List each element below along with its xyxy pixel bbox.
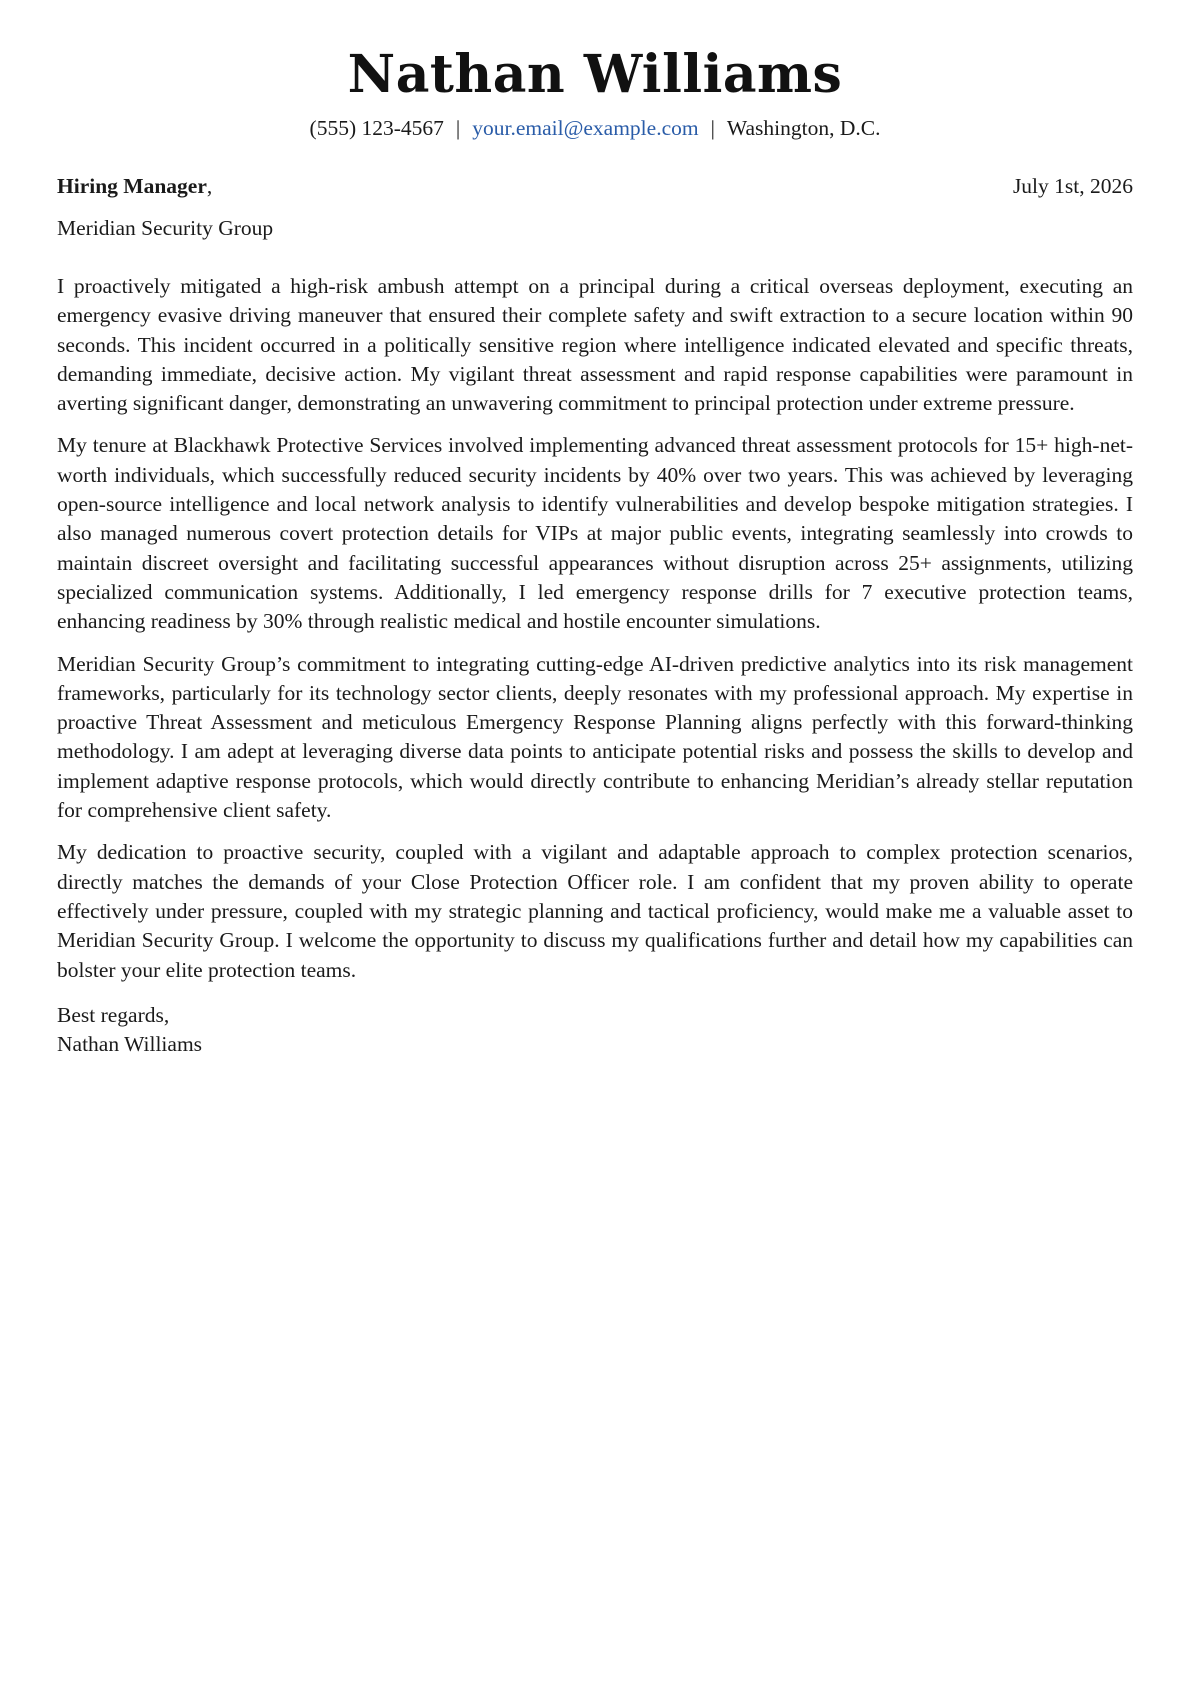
closing-signature: Nathan Williams bbox=[57, 1031, 203, 1056]
body-paragraph: My dedication to proactive security, coupled with a vigilant and adaptable approach to complex protection scenarios, directly matches the demands of your Close Protection Officer role. I am confident that my proven ability to operate effectively under pressure, coupled with my strategic planning and tactical proficiency, would make me a valuable asset to Meridian Security Group. I welcome the opportunity to discuss my qualifications further and detail how my capabilities can bolster your elite protection teams. bbox=[57, 840, 1133, 982]
applicant-name: Nathan Williams bbox=[347, 44, 843, 105]
contact-separator: | bbox=[455, 116, 461, 140]
location: Washington, D.C. bbox=[726, 116, 881, 140]
letter-closing bbox=[57, 1001, 1133, 1059]
recipient-company: Meridian Security Group bbox=[57, 216, 274, 240]
recipient-greeting bbox=[57, 172, 212, 200]
recipient-date-row bbox=[57, 172, 1133, 200]
body-paragraph: My tenure at Blackhawk Protective Services involved implementing advanced threat assessment protocols for 15+ high-net-worth individuals, which successfully reduced security incidents by 40% over two years. This was achieved by leveraging open-source intelligence and local network analysis to identify vulnerabilities and develop bespoke mitigation strategies. I also managed numerous covert protection details for VIPs at major public events, integrating seamlessly into crowds to maintain discreet oversight and facilitating successful appearances without disruption across 25+ assignments, utilizing specialized communication systems. Additionally, I led emergency response drills for 7 executive protection teams, enhancing readiness by 30% through realistic medical and hostile encounter simulations. bbox=[57, 433, 1133, 634]
letter-date: July 1st, 2026 bbox=[1012, 174, 1133, 198]
letter-body bbox=[57, 272, 1133, 985]
email-link[interactable]: your.email@example.com bbox=[472, 116, 699, 140]
recipient-name-suffix: , bbox=[206, 174, 213, 198]
body-paragraph: I proactively mitigated a high-risk ambush attempt on a principal during a critical overseas deployment, executing an emergency evasive driving maneuver that ensured their complete safety and swift extraction to a secure location within 90 seconds. This incident occurred in a politically sensitive region where intelligence indicated elevated and specific threats, demanding immediate, decisive action. My vigilant threat assessment and rapid response capabilities were paramount in averting significant danger, demonstrating an unwavering commitment to principal protection under extreme pressure. bbox=[57, 274, 1133, 416]
closing-salutation: Best regards, bbox=[57, 1002, 170, 1027]
contact-separator: | bbox=[710, 116, 715, 140]
contact-line bbox=[57, 114, 1133, 142]
recipient-name: Hiring Manager bbox=[57, 174, 207, 198]
phone-number: (555) 123-4567 bbox=[309, 116, 444, 140]
body-paragraph: Meridian Security Group’s commitment to integrating cutting-edge AI-driven predictive analytics into its risk management frameworks, particularly for its technology sector clients, deeply resonates with my professional approach. My expertise in proactive Threat Assessment and meticulous Emergency Response Planning aligns perfectly with this forward-thinking methodology. I am adept at leveraging diverse data points to anticipate potential risks and possess the skills to develop and implement adaptive response protocols, which would directly contribute to enhancing Meridian’s already stellar reputation for comprehensive client safety. bbox=[57, 651, 1133, 823]
